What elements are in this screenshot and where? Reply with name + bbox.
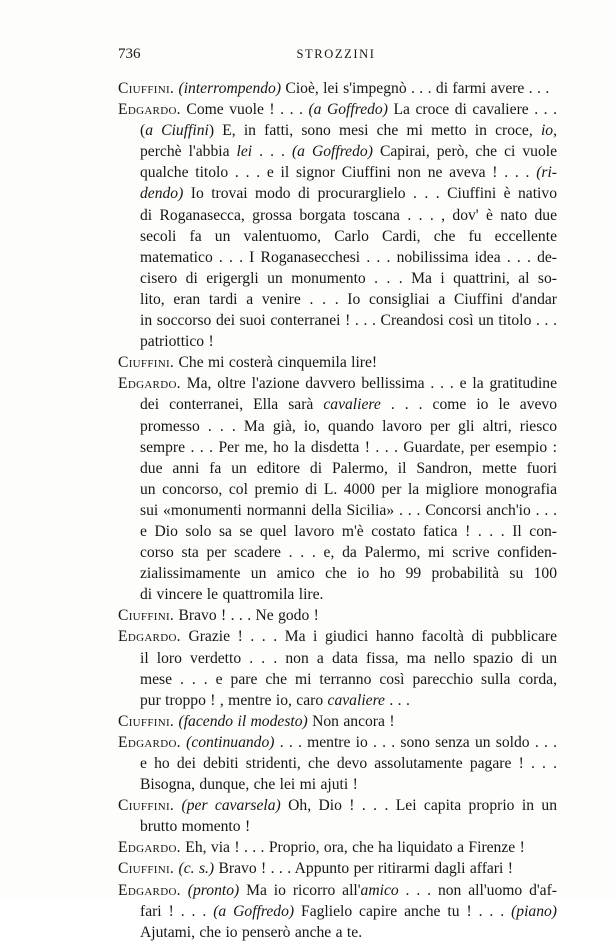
text-line	[118, 732, 557, 753]
speaker-name: Edgardo.	[118, 101, 181, 119]
dialogue-segment: La croce di cavaliere . . .	[387, 101, 557, 119]
text-line	[118, 648, 557, 669]
stage-direction: (facendo il modesto)	[178, 712, 308, 730]
text-line	[118, 394, 557, 415]
dialogue-segment: Che mi costerà cinquemila lire!	[174, 354, 378, 372]
speaker-name: Ciuffini.	[118, 607, 175, 625]
text-line	[118, 373, 557, 394]
dialogue-segment: ) E, in fatti, sono mesi che mi metto in croce,	[208, 122, 541, 140]
dialogue-segment: promesso . . . Ma già, io, quando lavoro per gli altri, riesco	[140, 417, 557, 435]
stage-direction: (c. s.)	[178, 860, 215, 878]
text-line	[118, 289, 557, 310]
dialogue-segment: . . . non all'uomo d'af-	[398, 881, 557, 899]
text-line	[118, 584, 557, 605]
speaker-name: Edgardo.	[118, 628, 181, 646]
page-header	[118, 46, 554, 66]
dialogue-segment: Eh, via ! . . . Proprio, ora, che ha liquidato a Firenze !	[180, 839, 525, 857]
text-line	[118, 816, 557, 837]
dialogue-segment: Cioè, lei s'impegnò . . . di farmi avere . . .	[281, 80, 550, 97]
dialogue-segment: . . .	[252, 143, 292, 161]
text-line	[118, 690, 557, 711]
text-line	[118, 500, 557, 521]
stage-direction: (continuando)	[186, 733, 275, 751]
text-line	[118, 922, 557, 943]
text-line	[118, 310, 557, 331]
speaker-name: Ciuffini.	[118, 797, 175, 815]
stage-direction: (pronto)	[187, 881, 240, 899]
speaker-name: Ciuffini.	[118, 712, 175, 730]
stage-direction: io	[540, 122, 554, 140]
text-line	[118, 205, 557, 226]
dialogue-segment: mese . . . e pare che mi terranno così parecchio sulla corda,	[140, 670, 557, 688]
stage-direction: (ri-	[536, 164, 557, 182]
text-line	[118, 837, 557, 858]
dialogue-segment: Bravo ! . . . Appunto per ritirarmi dagli affari !	[214, 860, 513, 878]
dialogue-segment: di Roganasecca, grossa borgata toscana . . . , dov' è nato due	[140, 206, 557, 224]
dialogue-segment: qualche titolo . . . e il signor Ciuffini non ne aveva ! . . .	[140, 164, 537, 182]
text-line	[118, 437, 557, 458]
dialogue-segment: zialissimamente un amico che io ho 99 probabilità su 100	[140, 565, 557, 583]
stage-direction: (per cavarsela)	[181, 797, 281, 815]
dialogue-segment: Grazie ! . . . Ma i giudici hanno facoltà di pubblicare	[180, 628, 557, 646]
stage-direction: lei	[236, 143, 253, 161]
dialogue-segment	[174, 797, 181, 814]
dialogue-segment: il loro verdetto . . . non a data fissa, ma nello spazio di un	[140, 649, 557, 667]
dialogue-segment	[181, 882, 188, 899]
dialogue-segment: . . .	[384, 691, 410, 709]
text-line	[118, 120, 557, 141]
dialogue-segment: cisero di erigergli un monumento . . . Ma i quattrini, al so-	[140, 269, 557, 287]
dialogue-segment: fari ! . . .	[140, 902, 214, 920]
text-line	[118, 226, 557, 247]
text-line	[118, 795, 557, 816]
dialogue-segment: Io trovai modo di procurarglielo . . . Ciuffini è nativo	[183, 185, 557, 203]
dialogue-segment: matematico . . . I Roganasecchesi . . . nobilissima idea . . . de-	[140, 248, 557, 266]
dialogue-segment: un concorso, col premio di L. 4000 per la migliore monografia	[140, 480, 557, 498]
speaker-name: Ciuffini.	[118, 354, 175, 372]
text-line	[118, 78, 557, 99]
text-line	[118, 858, 557, 879]
dialogue-segment: sui «monumenti normanni della Sicilia» . . . Concorsi anch'io . . .	[140, 501, 557, 519]
dialogue-segment: secoli fa un valentuomo, Carlo Cardi, che fu eccellente	[140, 227, 557, 245]
dialogue-segment: . . . mentre io . . . sono senza un soldo . . .	[274, 733, 557, 751]
stage-direction: (piano)	[511, 902, 557, 920]
dialogue-segment: lito, eran tardi a venire . . . Io consigliai a Ciuffini d'andar	[140, 290, 557, 308]
dialogue-segment: pur troppo ! , mentre io, caro	[140, 691, 328, 709]
dialogue-segment: Ajutami, che io penserò anche a te.	[140, 923, 363, 941]
dialogue-segment: patriottico !	[140, 333, 214, 351]
text-line	[118, 141, 557, 162]
stage-direction: a Ciuffini	[145, 122, 209, 140]
text-line	[118, 774, 557, 795]
text-line	[118, 605, 557, 626]
stage-direction: (interrompendo)	[178, 80, 282, 97]
speaker-name: Edgardo.	[118, 733, 181, 751]
dialogue-segment: ,	[553, 122, 557, 140]
text-line	[118, 711, 557, 732]
dialogue-segment: sempre . . . Per me, ho la disdetta ! . . . Guardate, per esempio :	[140, 438, 557, 456]
dialogue-text	[118, 78, 557, 943]
text-line	[118, 521, 557, 542]
text-line	[118, 542, 557, 563]
dialogue-segment: Ma, oltre l'azione davvero bellissima . . . e la gratitudine	[180, 375, 557, 393]
dialogue-segment: in soccorso dei suoi conterranei ! . . . Creandosi così un titolo . . .	[140, 312, 557, 330]
dialogue-segment: Ma io ricorro all'	[239, 881, 361, 899]
speaker-name: Edgardo.	[118, 375, 181, 393]
text-line	[118, 563, 557, 584]
dialogue-segment: Oh, Dio ! . . . Lei capita proprio in un	[280, 797, 557, 815]
dialogue-segment: Non ancora !	[307, 712, 395, 730]
dialogue-segment: Bisogna, dunque, che lei mi ajuti !	[140, 776, 358, 794]
running-title: STROZZINI	[296, 47, 376, 61]
dialogue-segment: (	[140, 122, 146, 140]
stage-direction: dendo)	[140, 185, 184, 203]
stage-direction: amico	[360, 881, 399, 899]
text-line	[118, 901, 557, 922]
dialogue-segment: e ho dei debiti stridenti, che devo assolutamente pagare ! . . .	[140, 755, 557, 772]
text-line	[118, 479, 557, 500]
dialogue-segment: . . . come io le avevo	[380, 396, 557, 414]
text-line	[118, 183, 557, 204]
dialogue-segment: Come vuole ! . . .	[180, 101, 309, 119]
stage-direction: cavaliere	[323, 396, 381, 414]
stage-direction: (a Goffredo)	[308, 101, 388, 119]
stage-direction: cavaliere	[327, 691, 385, 709]
text-line	[118, 99, 557, 120]
stage-direction: (a Goffredo)	[291, 143, 373, 161]
text-line	[118, 753, 557, 774]
stage-direction: (a Goffredo)	[213, 902, 295, 920]
speaker-name: Edgardo.	[118, 881, 181, 899]
dialogue-segment: dei conterranei, Ella sarà	[140, 396, 324, 414]
speaker-name: Ciuffini.	[118, 80, 175, 97]
dialogue-segment: Bravo ! . . . Ne godo !	[174, 607, 319, 625]
text-line	[118, 268, 557, 289]
text-line	[118, 416, 557, 437]
text-line	[118, 162, 557, 183]
text-line	[118, 669, 557, 690]
text-line	[118, 247, 557, 268]
dialogue-segment: Faglielo capire anche tu ! . . .	[294, 902, 512, 920]
text-line	[118, 626, 557, 647]
text-line	[118, 880, 557, 901]
text-line	[118, 352, 557, 373]
dialogue-segment: brutto momento !	[140, 818, 251, 836]
page-number: 736	[118, 46, 141, 62]
dialogue-segment: Capirai, però, che ci vuole	[372, 143, 558, 161]
dialogue-segment: perchè l'abbia	[140, 143, 237, 161]
speaker-name: Edgardo.	[118, 839, 181, 857]
text-line	[118, 331, 557, 352]
text-line	[118, 458, 557, 479]
dialogue-segment: corso sta per scadere . . . e, da Palermo, mi scrive confiden-	[140, 544, 557, 562]
dialogue-segment: e Dio solo sa se quel lavoro m'è costato fatica ! . . . Il con-	[140, 522, 557, 540]
speaker-name: Ciuffini.	[118, 860, 175, 878]
dialogue-segment: di vincere le quattromila lire.	[140, 586, 324, 604]
dialogue-segment: due anni fa un editore di Palermo, il Sandron, mette fuori	[140, 459, 557, 477]
